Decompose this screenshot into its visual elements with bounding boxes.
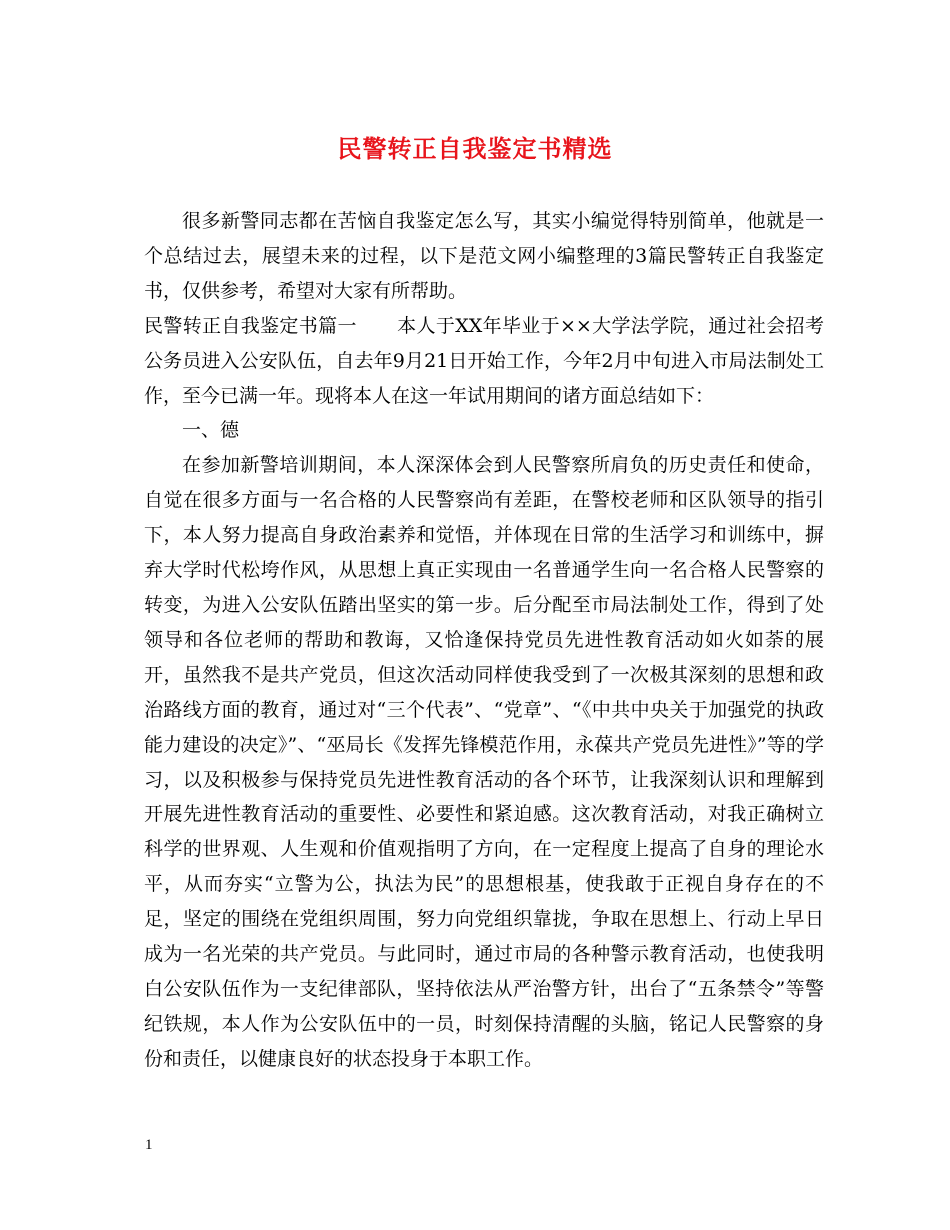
body-paragraph-1: 在参加新警培训期间，本人深深体会到人民警察所肩负的历史责任和使命，自觉在很多方面与一名合格的人民警察尚有差距，在警校老师和区队领导的指引下，本人努力提高自身政治素养和觉悟，并体现在日常的生活学习和训练中，摒弃大学时代松垮作风，从思想上真正实现由一名普通学生向一名合格人民警察的转变，为进入公安队伍踏出坚实的第一步。后分配至市局法制处工作，得到了处领导和各位老师的帮助和教诲，又恰逢保持党员先进性教育活动如火如荼的展开，虽然我不是共产党员，但这次活动同样使我受到了一次极其深刻的思想和政治路线方面的教育，通过对“三个代表”、“党章”、“《中共中央关于加强党的执政能力建设的决定》”、“巫局长《发挥先锋模范作用，永葆共产党员先进性》”等的学习，以及积极参与保持党员先进性教育活动的各个环节，让我深刻认识和理解到开展先进性教育活动的重要性、必要性和紧迫感。这次教育活动，对我正确树立科学的世界观、人生观和价值观指明了方向，在一定程度上提高了自身的理论水平，从而夯实“立警为公，执法为民”的思想根基，使我敢于正视自身存在的不足，坚定的围绕在党组织周围，努力向党组织靠拢，争取在思想上、行动上早日成为一名光荣的共产党员。与此同时，通过市局的各种警示教育活动，也使我明白公安队伍作为一支纪律部队，坚持依法从严治警方针，出台了“五条禁令”等警纪铁规，本人作为公安队伍中的一员，时刻保持清醒的头脑，铭记人民警察的身份和责任，以健康良好的状态投身于本职工作。 [144, 454, 824, 1070]
section-opening-text: 本人于XX年毕业于××大学法学院，通过社会招考公务员进入公安队伍，自去年9月21日开始工作，今年2月中旬进入市局法制处工作，至今已满一年。现将本人在这一年试用期间的诸方面总结如下： [144, 314, 824, 407]
page-number: 1 [145, 1137, 153, 1153]
section-heading: 民警转正自我鉴定书篇一 [144, 314, 357, 337]
document-body [144, 204, 824, 1077]
subheading-de: 一、德 [182, 419, 240, 442]
intro-paragraph: 很多新警同志都在苦恼自我鉴定怎么写，其实小编觉得特别简单，他就是一个总结过去，展望未来的过程，以下是范文网小编整理的3篇民警转正自我鉴定书，仅供参考，希望对大家有所帮助。 [144, 210, 824, 302]
section-paragraph [144, 309, 824, 414]
document-title: 民警转正自我鉴定书精选 [337, 134, 613, 163]
